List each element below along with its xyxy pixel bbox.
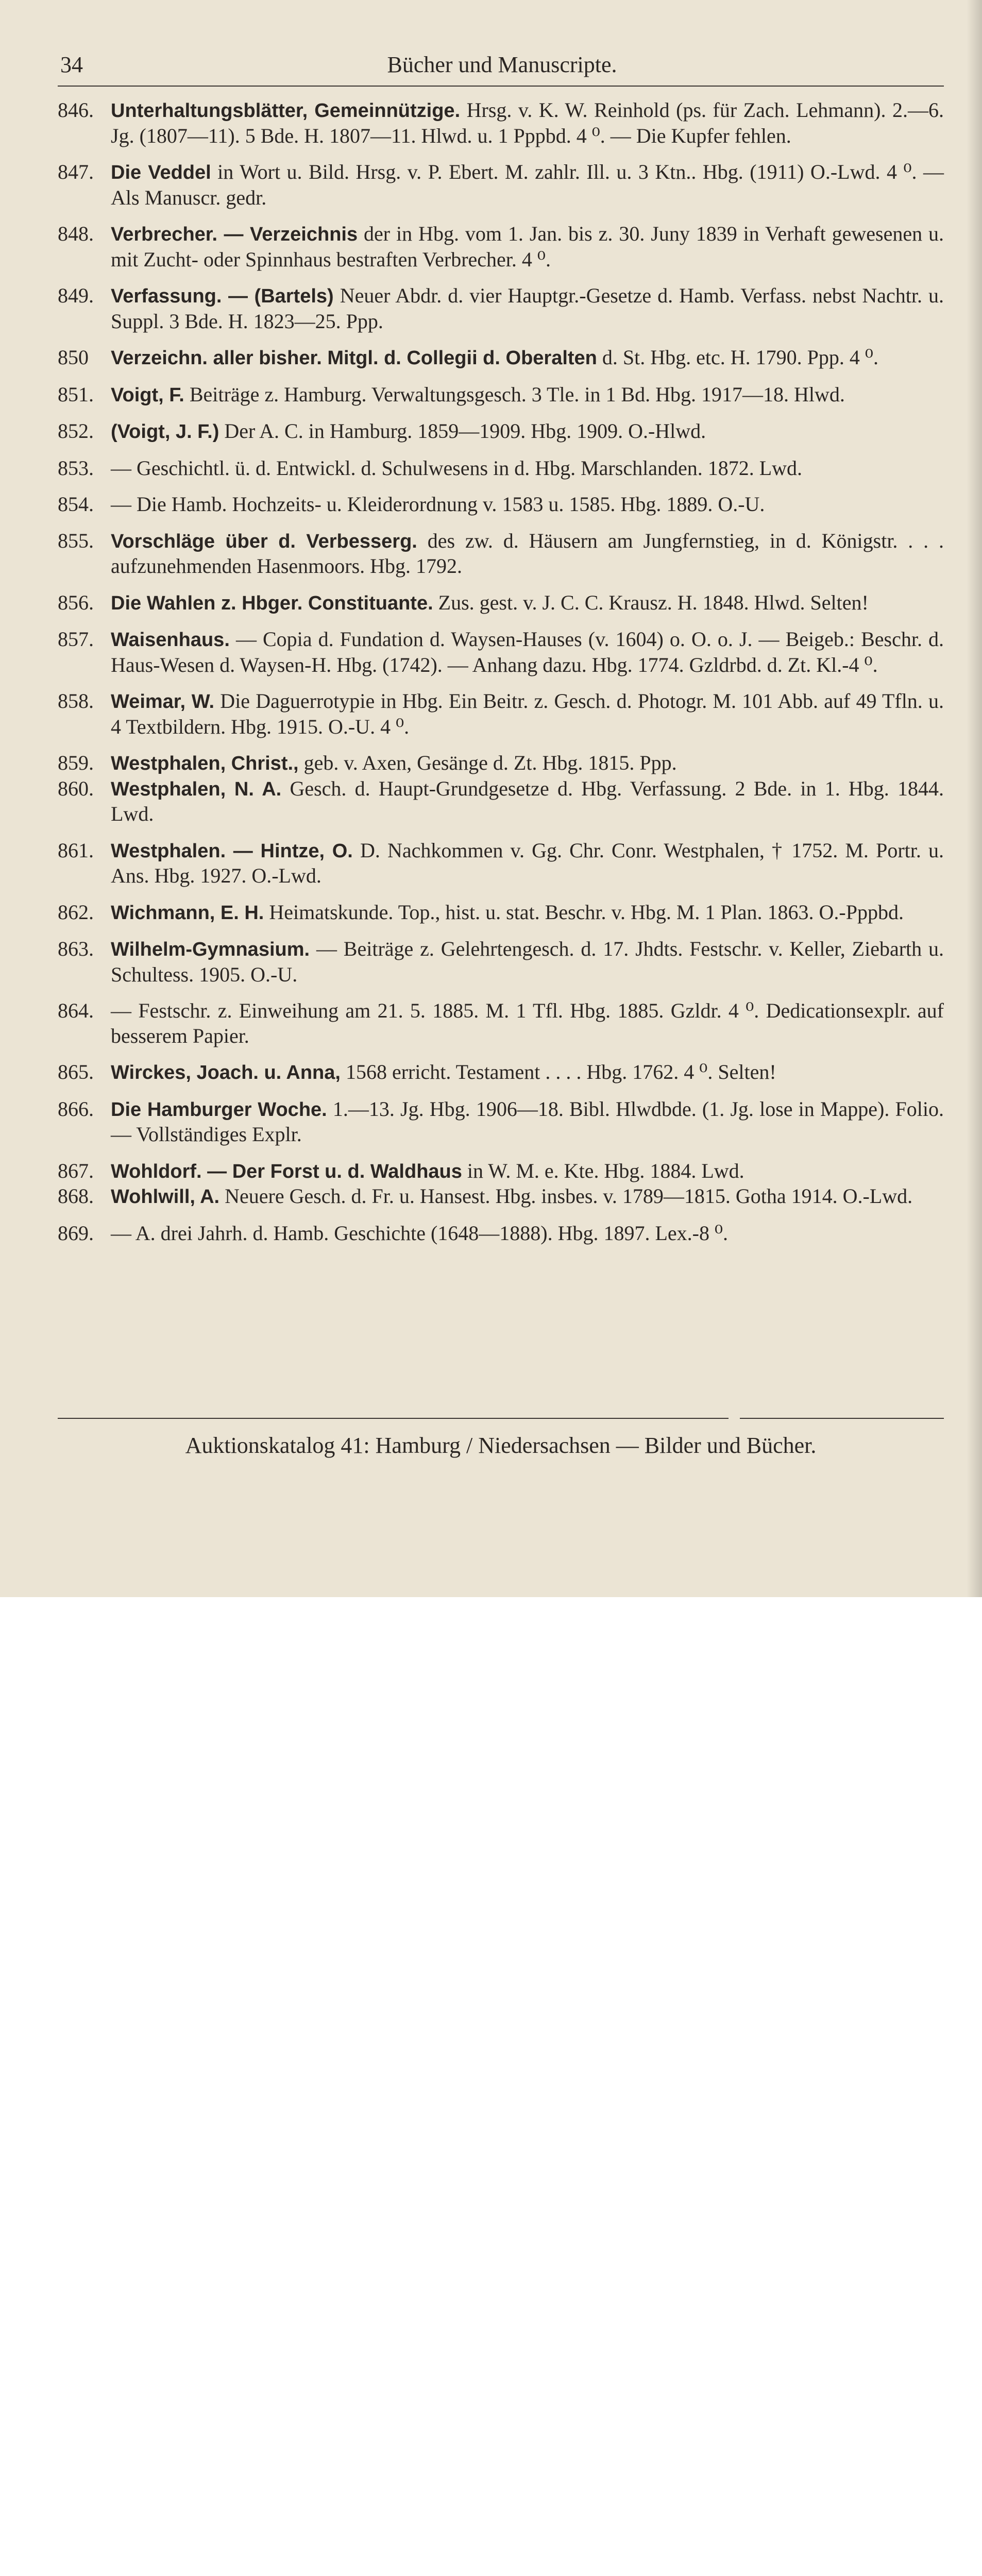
entry-heading: Weimar, W. xyxy=(111,691,215,713)
entry-number: 850 xyxy=(58,346,89,369)
entry-number: 855. xyxy=(58,529,94,552)
catalog-entry xyxy=(58,283,944,334)
entry-heading: Wohldorf. — Der Forst u. d. Waldhaus xyxy=(111,1160,462,1182)
catalog-entry xyxy=(58,590,944,616)
catalog-entry xyxy=(58,937,944,987)
entry-description: in W. M. e. Kte. Hbg. 1884. Lwd. xyxy=(462,1159,744,1182)
footer-rule-right xyxy=(740,1418,944,1419)
entry-heading: Verzeichn. aller bisher. Mitgl. d. Collegii d. Oberalten xyxy=(111,347,597,369)
entry-number: 869. xyxy=(58,1221,94,1245)
entry-description: — Geschichtl. ü. d. Entwickl. d. Schulwesens in d. Hbg. Marschlanden. 1872. Lwd. xyxy=(111,456,803,480)
entry-number: 862. xyxy=(58,900,94,924)
entry-description: 1.—13. Jg. Hbg. 1906—18. Bibl. Hlwdbde. (1. Jg. lose in Mappe). Folio. — Vollständiges Explr. xyxy=(111,1097,944,1146)
entry-description: Neuere Gesch. d. Fr. u. Hansest. Hbg. insbes. v. 1789—1815. Gotha 1914. O.-Lwd. xyxy=(219,1184,913,1208)
catalog-entry xyxy=(58,419,944,445)
page-number: 34 xyxy=(60,52,83,77)
entry-description: in Wort u. Bild. Hrsg. v. P. Ebert. M. zahlr. Ill. u. 3 Ktn.. Hbg. (1911) O.-Lwd. 4 ⁰. — Als Manuscr. gedr. xyxy=(111,160,944,209)
entry-description: der in Hbg. vom 1. Jan. bis z. 30. Juny 1839 in Verhaft gewesenen u. mit Zucht- oder Spinnhaus bestraften Verbrecher. 4 ⁰. xyxy=(111,222,944,271)
running-head xyxy=(60,52,944,82)
entry-heading: Vorschläge über d. Verbesserg. xyxy=(111,530,417,552)
entry-description: — Festschr. z. Einweihung am 21. 5. 1885. M. 1 Tfl. Hbg. 1885. Gzldr. 4 ⁰. Dedicationsexplr. auf besserem Papier. xyxy=(111,999,944,1047)
entry-number: 865. xyxy=(58,1060,94,1083)
entry-number: 866. xyxy=(58,1097,94,1121)
catalog-entry xyxy=(58,689,944,739)
entry-heading: Verfassung. — (Bartels) xyxy=(111,285,334,307)
entry-description: Der A. C. in Hamburg. 1859—1909. Hbg. 1909. O.-Hlwd. xyxy=(219,419,706,443)
catalog-entry xyxy=(58,627,944,677)
entry-heading: Westphalen. — Hintze, O. xyxy=(111,840,353,862)
entry-number: 847. xyxy=(58,160,94,183)
catalog-entry xyxy=(58,382,944,408)
entry-number: 868. xyxy=(58,1184,94,1208)
entry-description: Hrsg. v. K. W. Reinhold (ps. für Zach. Lehmann). 2.—6. Jg. (1807—11). 5 Bde. H. 1807—11. Hlwd. u. 1 Pppbd. 4 ⁰. — Die Kupfer fehlen. xyxy=(111,98,944,147)
entry-number: 851. xyxy=(58,382,94,406)
entry-number: 846. xyxy=(58,98,94,122)
entry-heading: Westphalen, N. A. xyxy=(111,778,282,800)
entry-description: Neuer Abdr. d. vier Hauptgr.-Gesetze d. Hamb. Verfass. nebst Nachtr. u. Suppl. 3 Bde. H. 1823—25. Ppp. xyxy=(111,284,944,333)
catalog-entry xyxy=(58,1097,944,1147)
entry-number: 864. xyxy=(58,999,94,1022)
entry-number: 861. xyxy=(58,838,94,862)
footer-rule-left xyxy=(58,1418,729,1419)
entry-description: — Copia d. Fundation d. Waysen-Hauses (v. 1604) o. O. o. J. — Beigeb.: Beschr. d. Haus-Wesen d. Waysen-H. Hbg. (1742). — Anhang dazu. Hbg. 1774. Gzldrbd. d. Zt. Kl.-4 ⁰. xyxy=(111,628,944,676)
entry-description: — Die Hamb. Hochzeits- u. Kleiderordnung v. 1583 u. 1585. Hbg. 1889. O.-U. xyxy=(111,493,765,516)
catalog-footer: Auktionskatalog 41: Hamburg / Niedersachsen — Bilder und Bücher. xyxy=(185,1433,817,1458)
entry-number: 854. xyxy=(58,493,94,516)
entry-number: 859. xyxy=(58,751,94,774)
entry-heading: Die Wahlen z. Hbger. Constituante. xyxy=(111,592,433,614)
entry-description: D. Nachkommen v. Gg. Chr. Conr. Westphalen, † 1752. M. Portr. u. Ans. Hbg. 1927. O.-Lwd. xyxy=(111,838,944,887)
catalog-entry xyxy=(58,1159,944,1184)
catalog-entry xyxy=(58,98,944,148)
entry-heading: Voigt, F. xyxy=(111,384,184,406)
entry-description: Die Daguerrotypie in Hbg. Ein Beitr. z. Gesch. d. Photogr. M. 101 Abb. auf 49 Tfln. u. 4 Textbildern. Hbg. 1915. O.-U. 4 ⁰. xyxy=(111,689,944,738)
catalog-entry xyxy=(58,1184,944,1210)
entry-number: 857. xyxy=(58,628,94,651)
entry-description: 1568 erricht. Testament . . . . Hbg. 1762. 4 ⁰. Selten! xyxy=(340,1060,776,1083)
page-title: Bücher und Manuscripte. xyxy=(387,52,617,77)
entry-heading: Westphalen, Christ., xyxy=(111,753,299,774)
entry-number: 856. xyxy=(58,590,94,614)
catalog-entry xyxy=(58,492,944,517)
entry-heading: Waisenhaus. xyxy=(111,629,230,651)
entry-heading: Wirckes, Joach. u. Anna, xyxy=(111,1062,341,1083)
catalog-entry xyxy=(58,838,944,889)
entry-description: geb. v. Axen, Gesänge d. Zt. Hbg. 1815. Ppp. xyxy=(298,751,677,774)
entry-description: d. St. Hbg. etc. H. 1790. Ppp. 4 ⁰. xyxy=(597,346,878,369)
entry-description: Gesch. d. Haupt-Grundgesetze d. Hbg. Verfassung. 2 Bde. in 1. Hbg. 1844. Lwd. xyxy=(111,776,944,825)
catalog-entry xyxy=(58,751,944,776)
entry-heading: Wilhelm-Gymnasium. xyxy=(111,939,310,960)
catalog-entry xyxy=(58,900,944,926)
catalog-entry xyxy=(58,776,944,827)
viewer-footer xyxy=(0,1597,982,1679)
catalog-entry xyxy=(58,998,944,1048)
entry-description: — Beiträge z. Gelehrtengesch. d. 17. Jhdts. Festschr. v. Keller, Ziebarth u. Schultess. 1905. O.-U. xyxy=(111,937,944,986)
entry-heading: Unterhaltungsblätter, Gemeinnützige. xyxy=(111,100,461,122)
entry-heading: Wohlwill, A. xyxy=(111,1186,220,1208)
catalog-entry xyxy=(58,222,944,272)
entry-heading: Wichmann, E. H. xyxy=(111,902,264,924)
entry-number: 849. xyxy=(58,284,94,307)
entry-number: 848. xyxy=(58,222,94,245)
catalog-entry xyxy=(58,1060,944,1086)
catalog-entry xyxy=(58,1221,944,1246)
entry-description: des zw. d. Häusern am Jungfernstieg, in d. Königstr. . . . aufzunehmenden Hasenmoors. Hbg. 1792. xyxy=(111,529,944,578)
entry-number: 852. xyxy=(58,419,94,443)
entry-heading: Die Veddel xyxy=(111,162,211,183)
entry-description: Zus. gest. v. J. C. C. Krausz. H. 1848. Hlwd. Selten! xyxy=(433,590,869,614)
header-rule xyxy=(58,86,944,87)
entry-number: 858. xyxy=(58,689,94,713)
spine-shadow xyxy=(967,0,982,1597)
entry-description: Beiträge z. Hamburg. Verwaltungsgesch. 3 Tle. in 1 Bd. Hbg. 1917—18. Hlwd. xyxy=(184,382,845,406)
entry-number: 853. xyxy=(58,456,94,480)
catalog-entry xyxy=(58,456,944,481)
catalog-entry xyxy=(58,160,944,210)
entry-heading: Verbrecher. — Verzeichnis xyxy=(111,224,358,245)
entry-description: Heimatskunde. Top., hist. u. stat. Beschr. v. Hbg. M. 1 Plan. 1863. O.-Pppbd. xyxy=(264,900,904,924)
entry-number: 860. xyxy=(58,776,94,800)
catalog-entry xyxy=(58,529,944,579)
entry-number: 863. xyxy=(58,937,94,960)
catalog-entry xyxy=(58,345,944,371)
entry-heading: Die Hamburger Woche. xyxy=(111,1098,327,1121)
entry-number: 867. xyxy=(58,1159,94,1182)
catalog-entries xyxy=(58,98,944,1257)
entry-description: — A. drei Jahrh. d. Hamb. Geschichte (1648—1888). Hbg. 1897. Lex.-8 ⁰. xyxy=(111,1221,729,1245)
entry-heading: (Voigt, J. F.) xyxy=(111,421,219,443)
